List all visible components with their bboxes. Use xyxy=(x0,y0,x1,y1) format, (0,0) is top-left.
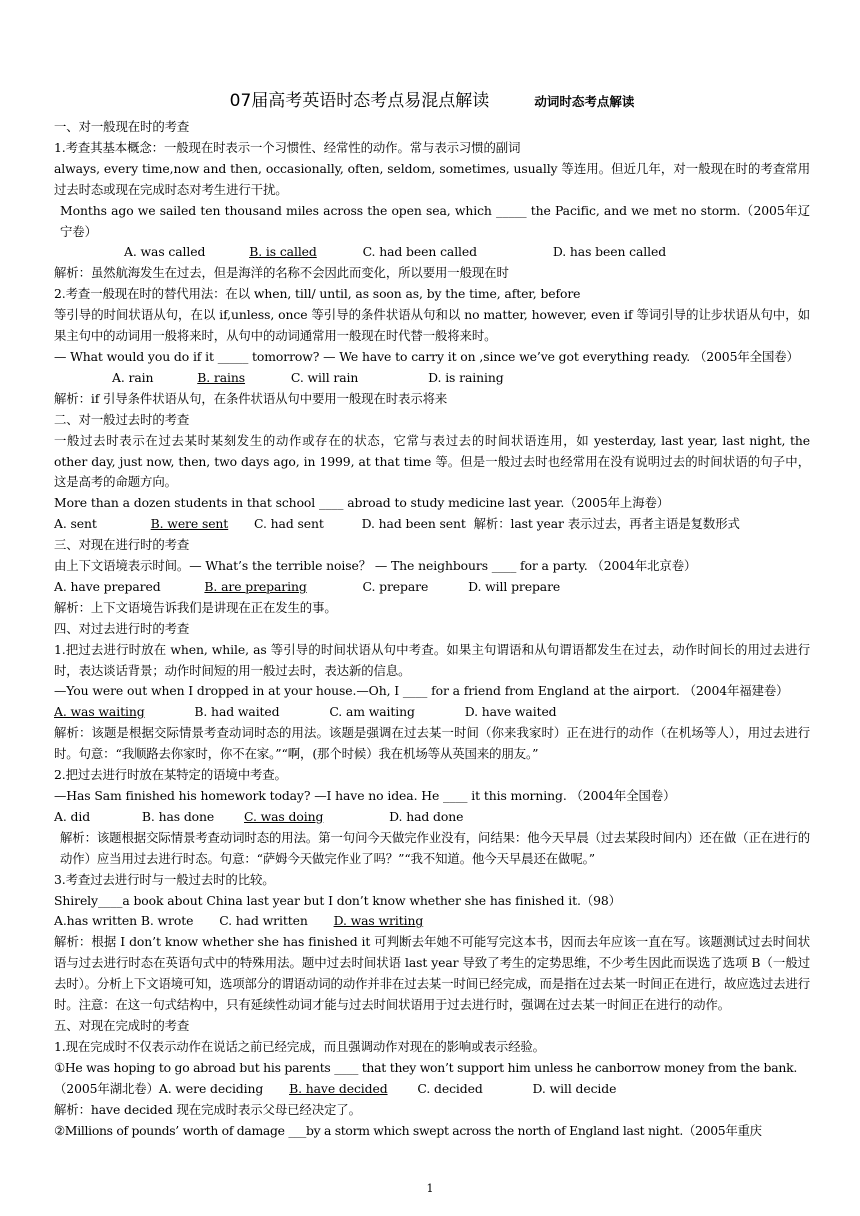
options-row xyxy=(54,514,810,535)
analysis: 解析：last year 表示过去，再者主语是复数形式 xyxy=(473,516,740,532)
option-correct: B. is called xyxy=(249,244,317,260)
question: Months ago we sailed ten thousand miles across the open sea, which _____ the Pacific, and we met no storm.（2005年辽宁卷） xyxy=(60,202,810,239)
section-heading: 一、对一般现在时的考查 xyxy=(54,119,190,134)
options-row xyxy=(54,702,810,723)
analysis: 解析：该题是根据交际情景考查动词时态的用法。该题是强调在过去某一时间（你来我家时）正在进行的动作（在机场等人），用过去进行时。句意：“我顺路去你家时，你不在家。”“啊，(那个时候）我在机场等从英国来的朋友。” xyxy=(54,725,810,762)
question: ①He was hoping to go abroad but his parents ____ that they won’t support him unless he canborrow money from the bank. xyxy=(54,1059,798,1075)
paragraph: 1.现在完成时不仅表示动作在说话之前已经完成，而且强调动作对现在的影响或表示经验。 xyxy=(54,1038,545,1054)
analysis: 解析：根据 I don’t know whether she has finished it 可判断去年她不可能写完这本书，因而去年应该一直在写。该题测试过去时间状语与过去进行时态在英语句式中的特殊用法。题中过去时间状语 last year 导致了考生的定势思维，不少考生因此而误选了选项 B（一般过去时）。分析上下文语境可知，选项部分的谓语动词的动作并非在过去某一时间已经完成，而是指在过去某一时间正在进行，故应选过去进行时。注意：在这一句式结构中，只有延续性动词才能与过去时间状语用于过去进行时，强调在过去某一时间正在进行的动作。 xyxy=(54,934,811,1013)
page-title: 07届高考英语时态考点易混点解读 xyxy=(229,91,490,111)
paragraph: 1.考查其基本概念：一般现在时表示一个习惯性、经常性的动作。常与表示习惯的副词 xyxy=(54,139,521,155)
question: Shirely____a book about China last year but I don’t know whether she has finished it.（98） xyxy=(54,892,621,908)
paragraph: 2.考查一般现在时的替代用法：在以 when, till/ until, as soon as, by the time, after, before xyxy=(54,286,581,302)
option-correct: B. rains xyxy=(197,369,246,385)
option-correct: D. was writing xyxy=(333,913,424,929)
analysis: 解析：该题根据交际情景考查动词时态的用法。第一句问今天做完作业没有，问结果：他今天早晨（过去某段时间内）还在做（正在进行的动作）应当用过去进行时态。句意：“萨姆今天做完作业了吗？”“我不知道。他今天早晨还在做呢。” xyxy=(60,829,810,866)
paragraph: always, every time,now and then, occasionally, often, seldom, sometimes, usually 等连用。但近几年，对一般现在时的考查常用过去时态或现在完成时态对考生进行干扰。 xyxy=(54,160,810,197)
analysis: 解析：上下文语境告诉我们是讲现在正在发生的事。 xyxy=(54,599,337,615)
option: C. am waiting xyxy=(329,704,415,720)
option: C. will rain xyxy=(290,369,359,385)
section-heading: 五、对现在完成时的考查 xyxy=(54,1017,190,1033)
option: D. has been called xyxy=(552,244,667,260)
paragraph: 3.考查过去进行时与一般过去时的比较。 xyxy=(54,871,275,887)
analysis: 解析：虽然航海发生在过去，但是海洋的名称不会因此而变化，所以要用一般现在时 xyxy=(54,265,509,281)
paragraph: 一般过去时表示在过去某时某刻发生的动作或存在的状态，它常与表过去的时间状语连用，如 yesterday, last year, last night, the other day, just now, then, two days ago, in 1999, at that time 等。但是一般过去时也经常用在没有说明过去的时间状语的句子中，这是高考的命题方向。 xyxy=(54,432,810,490)
option: B. has done xyxy=(141,808,215,824)
title-row xyxy=(54,86,810,111)
question: —You were out when I dropped in at your house.—Oh, I ____ for a friend from England at the airport. （2004年福建卷） xyxy=(54,683,789,699)
option: C. had been called xyxy=(362,244,477,260)
options-row xyxy=(54,807,810,828)
option: D. have waited xyxy=(464,704,557,720)
option: A.has written xyxy=(54,913,138,929)
option-correct: A. was waiting xyxy=(54,704,145,720)
option: B. wrote xyxy=(140,913,194,929)
page-number: 1 xyxy=(426,1182,434,1195)
option: A. was called xyxy=(124,244,206,260)
option: C. prepare xyxy=(362,578,429,594)
section-heading: 四、对过去进行时的考查 xyxy=(54,620,190,636)
option: D. had done xyxy=(389,808,464,824)
option: B. had waited xyxy=(194,704,280,720)
option-correct: B. have decided xyxy=(289,1080,388,1096)
option-correct: C. was doing xyxy=(244,808,324,824)
option: C. had written xyxy=(219,913,308,929)
question: More than a dozen students in that school ____ abroad to study medicine last year.（2005年上海卷） xyxy=(54,495,670,511)
question: —Has Sam finished his homework today? —I have no idea. He ____ it this morning. （2004年全国卷） xyxy=(54,788,676,803)
options-row xyxy=(54,911,810,932)
option: A. rain xyxy=(112,369,154,385)
options-row xyxy=(54,577,810,598)
option-correct: B. are preparing xyxy=(204,578,307,594)
option: （2005年湖北卷）A. were deciding xyxy=(54,1080,264,1096)
option: C. had sent xyxy=(254,516,324,532)
section-heading: 三、对现在进行时的考查 xyxy=(54,537,190,553)
option: D. will prepare xyxy=(468,578,561,594)
document-body xyxy=(54,117,810,1141)
option: A. sent xyxy=(54,516,97,532)
option: D. will decide xyxy=(532,1080,617,1096)
options-row xyxy=(54,1079,810,1100)
section-heading: 二、对一般过去时的考查 xyxy=(54,411,190,427)
question: ②Millions of pounds’ worth of damage ___by a storm which swept across the north of England last night.（2005年重庆 xyxy=(54,1122,762,1138)
paragraph: 2.把过去进行时放在某特定的语境中考查。 xyxy=(54,767,287,783)
options-row xyxy=(54,368,810,389)
option-correct: B. were sent xyxy=(150,516,229,532)
option: D. is raining xyxy=(428,369,504,385)
option: D. had been sent xyxy=(361,516,466,532)
options-row xyxy=(54,242,810,263)
analysis: 解析：have decided 现在完成时表示父母已经决定了。 xyxy=(54,1101,361,1117)
option: A. did xyxy=(54,808,91,824)
question: 由上下文语境表示时间。— What’s the terrible noise？ — The neighbours ____ for a party. （2004年北京卷） xyxy=(54,558,697,574)
paragraph: 1.把过去进行时放在 when, while, as 等引导的时间状语从句中考查。如果主句谓语和从句谓语都发生在过去，动作时间长的用过去进行时，表达谈话背景；动作时间短的用一般过去时，表达新的信息。 xyxy=(54,641,810,678)
document-page xyxy=(54,86,810,1141)
page-subtitle: 动词时态考点解读 xyxy=(534,94,635,109)
paragraph: 等引导的时间状语从句，在以 if,unless, once 等引导的条件状语从句和以 no matter, however, even if 等词引导的让步状语从句中，如果主句中的动词用一般将来时，从句中的动词通常用一般现在时代替一般将来时。 xyxy=(54,307,810,344)
option: A. have prepared xyxy=(54,578,161,594)
analysis: 解析：if 引导条件状语从句，在条件状语从句中要用一般现在时表示将来 xyxy=(54,390,448,406)
question: — What would you do if it _____ tomorrow? — We have to carry it on ,since we’ve got everything ready. （2005年全国卷） xyxy=(54,348,799,364)
option: C. decided xyxy=(417,1080,483,1096)
